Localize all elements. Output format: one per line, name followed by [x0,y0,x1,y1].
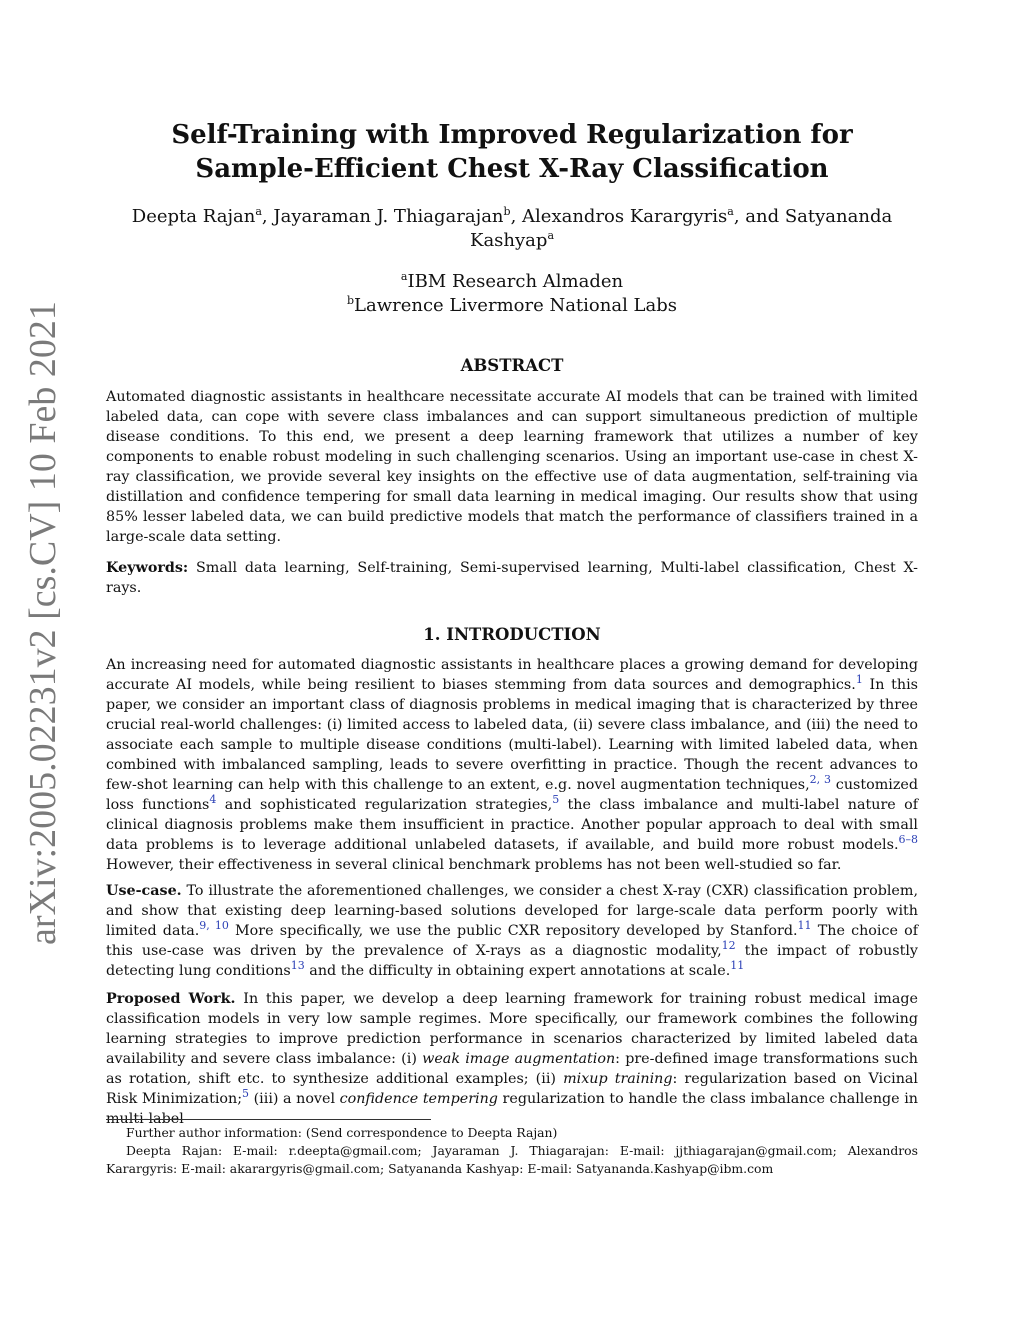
author-affil-mark: a [547,229,554,242]
author-affil-mark: a [255,205,262,218]
affiliation-list [200,270,824,318]
citation-link[interactable]: 9, 10 [199,919,229,933]
citation-link[interactable]: 12 [721,939,736,953]
citation-link[interactable]: 6–8 [898,833,918,847]
citation-link[interactable]: 11 [797,919,812,933]
title-line-1: Self-Training with Improved Regularization for [171,120,853,150]
affiliation-name: IBM Research Almaden [407,271,624,292]
keywords [106,558,918,598]
emphasis-term: confidence tempering [339,1091,498,1107]
proposed-work-paragraph [106,989,918,1129]
citation-link[interactable]: 5 [242,1087,250,1101]
citation-link[interactable]: 4 [209,793,217,807]
keywords-text: Small data learning, Self-training, Semi-supervised learning, Multi-label classification, Chest X-rays. [106,560,918,596]
paragraph-text: and sophisticated regularization strategies, [216,797,553,813]
paragraph-text: However, their effectiveness in several clinical benchmark problems has not been well-studied so far. [106,857,842,873]
paragraph-text: : pre-defined image transformations such as rotation, shift etc. to synthesize additional examples; (ii) [106,1051,918,1087]
emphasis-term: weak image augmentation [422,1051,616,1067]
emphasis-term: mixup training [563,1071,673,1087]
citation-link[interactable]: 5 [552,793,560,807]
paragraph-text: customized loss functions [106,777,918,813]
paragraph-text: : regularization based on Vicinal Risk Minimization; [106,1071,918,1107]
author-affil-mark: a [727,205,734,218]
usecase-paragraph [106,881,918,981]
citation-link[interactable]: 1 [855,673,863,687]
affiliation-item [200,270,824,294]
author-name: Alexandros Karargyris [522,206,728,227]
paragraph-text: (iii) a novel [249,1091,340,1107]
title-line-2: Sample-Efficient Chest X-Ray Classification [195,154,829,184]
footnote-line: Further author information: (Send correspondence to Deepta Rajan) [126,1125,558,1140]
citation-link[interactable]: 2, 3 [809,773,831,787]
author-separator: , [510,206,523,227]
paragraph-text: In this paper, we consider an important class of diagnosis problems in medical imaging that is characterized by three crucial real-world challenges: (i) limited access to labeled data, (ii) severe class imbalance, and (iii) the need to associate each sample to multiple disease conditions (multi-label). Learning with limited labeled data, when combined with imbalanced sampling, leads to severe overfitting in practice. Though the recent advances to few-shot learning can help with this challenge to an extent, e.g. novel augmentation techniques, [106,677,919,793]
abstract-text: Automated diagnostic assistants in healthcare necessitate accurate AI models that can be trained with limited labeled data, can cope with severe class imbalances and can support simultaneous prediction of multiple disease conditions. To this end, we present a deep learning framework that utilizes a number of key components to enable robust modeling in such challenging scenarios. Using an important use-case in chest X-ray classification, we provide several key insights on the effective use of data augmentation, self-training via distillation and confidence tempering for small data learning in medical imaging. Our results show that using 85% lesser labeled data, we can build predictive models that match the performance of classifiers trained in a large-scale data setting. [106,389,918,545]
paragraph-lead: Proposed Work. [106,991,236,1007]
paragraph-text: the impact of robustly detecting lung conditions [106,943,918,979]
abstract-heading: ABSTRACT [460,356,564,375]
section-heading-introduction: 1. INTRODUCTION [423,625,601,644]
intro-paragraph [106,655,918,875]
paper-title [150,118,874,186]
paragraph-text: An increasing need for automated diagnostic assistants in healthcare places a growing demand for developing accurate AI models, while being resilient to biases stemming from data sources and demographics. [106,657,918,693]
footnote-line: Deepta Rajan: E-mail: r.deepta@gmail.com; Jayaraman J. Thiagarajan: E-mail: jjthiagarajan@gmail.com; Alexandros Karargyris: E-mail: akarargyris@gmail.com; Satyananda Kashyap: E-mail: Satyananda.Kashyap@ibm.com [106,1143,918,1176]
paragraph-text: The choice of this use-case was driven by the prevalence of X-rays as a diagnostic modality, [106,923,918,959]
author-name: Jayaraman J. Thiagarajan [273,206,504,227]
affiliation-mark: b [346,294,355,307]
footnote-divider [106,1119,431,1120]
author-name: Kashyap [470,230,548,251]
affiliation-name: Lawrence Livermore National Labs [354,295,678,316]
arxiv-stamp: arXiv:2005.02231v2 [cs.CV] 10 Feb 2021 [22,301,64,945]
affiliation-mark: a [400,270,408,283]
keywords-label: Keywords: [106,560,189,576]
paragraph-text: In this paper, we develop a deep learning framework for training robust medical image classification models in very low sample regimes. More specifically, our framework combines the following learning strategies to improve prediction performance in scenarios characterized by limited labeled data availability and severe class imbalance: (i) [106,991,918,1067]
paragraph-text: and the difficulty in obtaining expert annotations at scale. [304,963,731,979]
paragraph-text: regularization to handle the class imbalance challenge in multi-label [106,1091,918,1127]
author-list [130,205,894,253]
paragraph-text: To illustrate the aforementioned challenges, we consider a chest X-ray (CXR) classification problem, and show that existing deep learning-based solutions developed for large-scale data perform poorly with limited data. [106,883,918,939]
footnote [106,1124,918,1178]
author-separator: , and Satyananda [733,206,893,227]
author-separator: , [261,206,274,227]
author-name: Deepta Rajan [131,206,256,227]
paragraph-text: the class imbalance and multi-label nature of clinical diagnosis problems make them insufficient in practice. Another popular approach to deal with small data problems is to leverage additional unlabeled datasets, if available, and build more robust models. [106,797,918,853]
paragraph-text: More specifically, we use the public CXR repository developed by Stanford. [228,923,798,939]
affiliation-item [200,294,824,318]
citation-link[interactable]: 13 [290,959,305,973]
paragraph-lead: Use-case. [106,883,182,899]
citation-link[interactable]: 11 [730,959,745,973]
author-affil-mark: b [503,205,511,218]
